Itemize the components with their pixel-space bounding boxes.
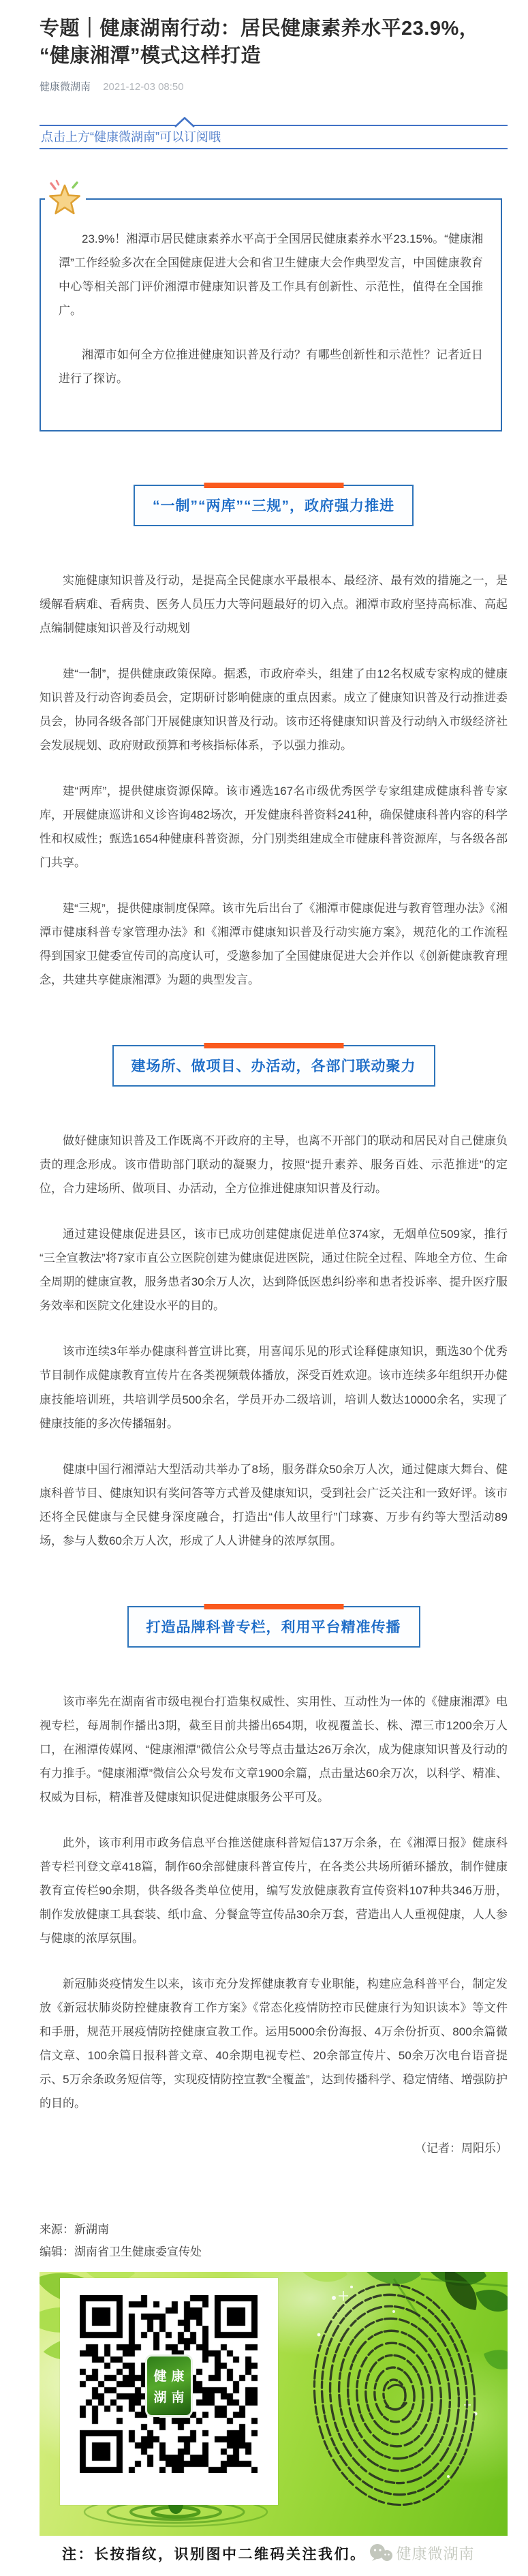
subscribe-tip: 点击上方“健康微湖南”可以订阅哦: [40, 126, 508, 149]
section-heading-2: 建场所、做项目、办活动，各部门联动聚力: [112, 1045, 435, 1087]
reporter-credit: （记者：周阳乐）: [415, 2141, 508, 2155]
source-block: [40, 2218, 508, 2263]
source-line: 来源：新湖南: [40, 2222, 109, 2236]
page-bottom-space: [40, 2571, 508, 2576]
caret-up-icon: [174, 117, 195, 127]
body-paragraph: 此外，该市利用市政务信息平台推送健康科普短信137万余条，在《湘潭日报》健康科普专栏刊登文章418篇，制作60余部健康科普宣传片，在各类公共场所循环播放，制作健康教育宣传栏90余期，供各级各类单位使用，编写发放健康教育宣传资料107种共346万册，制作发放健康工具套装、纸巾盒、分餐盒等宣传品30余万套，营造出人人重视健康，人人参与健康的浓厚氛围。: [40, 1836, 508, 1945]
qr-card: [60, 2278, 278, 2505]
watermark: [368, 2543, 475, 2564]
page-title: 专题｜健康湖南行动：居民健康素养水平23.9%，“健康湘潭”模式这样打造: [40, 18, 480, 67]
account-name-link[interactable]: 健康微湖南: [40, 81, 91, 93]
wechat-icon: [368, 2543, 394, 2564]
follow-us-image[interactable]: [40, 2272, 508, 2571]
lead-paragraph: 湘潭市如何全方位推进健康知识普及行动？有哪些创新性和示范性？记者近日进行了探访。: [59, 348, 483, 386]
qr-center-logo: 健康 湖南: [145, 2354, 193, 2417]
editor-line: 编辑：湖南省卫生健康委宣传处: [40, 2245, 202, 2258]
caption-text: 注：长按指纹，识别图中二维码关注我们。: [62, 2545, 367, 2562]
green-leaf-background: [40, 2272, 508, 2536]
heading-accent-bar: [204, 1043, 343, 1048]
body-paragraph: 该市连续3年举办健康科普宣讲比赛，用喜闻乐见的形式诠释健康知识，甄选30个优秀节目制作成健康教育宣传片在各类视频载体播放，深受百姓欢迎。该市连续多年组织开办健康技能培训班，共培训学员500余名，学员开办二级培训，培训人数达10000余名，实现了健康技能的多次传播辐射。: [40, 1345, 508, 1430]
heading-accent-bar: [204, 1604, 343, 1609]
body-paragraph: 建“两库”，提供健康资源保障。该市遴选167名市级优秀医学专家组建成健康科普专家库，开展健康巡讲和义诊咨询482场次，开发健康科普资料241种，确保健康科普内容的科学性和权威性；甄选1654种健康科普资源，分门别类组建成全市健康科普资源库，与各级各部门共享。: [40, 785, 508, 870]
body-paragraph: 建“三规”，提供健康制度保障。该市先后出台了《湘潭市健康促进与教育管理办法》《湘潭市健康科普专家管理办法》和《湘潭市健康知识普及行动实施方案》，规范化的工作流程得到国家卫健委宣传司的高度认可，受邀参加了全国健康促进大会并作以《创新健康教育理念，共建共享健康湘潭》为题的典型发言。: [40, 902, 508, 987]
watermark-text: 健康微湖南: [396, 2545, 475, 2563]
byline: [40, 79, 508, 93]
section-heading-3: 打造品牌科普专栏，利用平台精准传播: [127, 1606, 420, 1648]
body-paragraph: 通过建设健康促进县区，该市已成功创建健康促进单位374家，无烟单位509家，推行“三全宣教法”将7家市直公立医院创建为健康促进医院，通过住院全过程、阵地全方位、生命全周期的健康宣教，服务患者30余万人次，达到降低医患纠纷率和患者投诉率、提升医疗服务效率和医院文化建设水平的目的。: [40, 1228, 508, 1313]
publish-timestamp: 2021-12-03 08:50: [103, 81, 184, 93]
heading-accent-bar: [204, 483, 343, 488]
body-paragraph: 实施健康知识普及行动，是提高全民健康水平最根本、最经济、最有效的措施之一，是缓解看病难、看病贵、医务人员压力大等问题最好的切入点。湘潭市政府坚持高标准、高起点编制健康知识普及行动规划: [40, 574, 508, 635]
image-caption-strip: [40, 2536, 508, 2571]
body-paragraph: 该市率先在湖南省市级电视台打造集权威性、实用性、互动性为一体的《健康湘潭》电视专栏，每周制作播出3期，截至目前共播出654期，收视覆盖长、株、潭三市1200余万人口，在湘潭传媒网、“健康湘潭”微信公众号等点击量达26万余次，成为健康知识普及行动的有力推手。“健康湘潭”微信公众号发布文章1900余篇，点击量达60余万次，以科学、精准、权威为目标，精准普及健康知识促进健康服务公平可及。: [40, 1695, 508, 1804]
section-heading-1: “一制”“两库”“三规”，政府强力推进: [134, 485, 414, 526]
body-paragraph: 做好健康知识普及工作既离不开政府的主导，也离不开部门的联动和居民对自己健康负责的理念形成。该市借助部门联动的凝聚力，按照“提升素养、服务百姓、示范推进”的定位，合力建场所、做项目、办活动，全方位推进健康知识普及行动。: [40, 1134, 508, 1196]
body-paragraph: 新冠肺炎疫情发生以来，该市充分发挥健康教育专业职能，构建应急科普平台，制定发放《新冠状肺炎防控健康教育工作方案》《常态化疫情防控市民健康行为知识读本》等文件和手册，规范开展疫情防控健康宣教工作。运用5000余份海报、4万余份折页、800余篇微信文章、100余篇日报科普文章、40余期电视专栏、20余部宣传片、50余万次电台语音提示、5万余条政务短信等，实现疫情防控宣教“全覆盖”，达到传播科学、稳定情绪、增强防护的目的。: [40, 1977, 508, 2110]
body-paragraph: 建“一制”，提供健康政策保障。据悉，市政府牵头，组建了由12名权威专家构成的健康知识普及行动咨询委员会，定期研讨影响健康的重点因素。成立了健康知识普及行动推进委员会，协同各级各部门开展健康知识普及行动。该市还将健康知识普及行动纳入市级经济社会发展规划、政府财政预算和考核指标体系，予以强力推动。: [40, 667, 508, 753]
divider-line: [40, 125, 508, 126]
lead-paragraph: 23.9%！湘潭市居民健康素养水平高于全国居民健康素养水平23.15%。“健康湘潭”工作经验多次在全国健康促进大会和省卫生健康大会作典型发言，中国健康教育中心等相关部门评价湘潭市健康知识普及工作具有创新性、示范性，值得在全国推广。: [59, 232, 483, 318]
subscribe-banner: [40, 125, 508, 149]
body-paragraph: 健康中国行湘潭站大型活动共举办了8场，服务群众50余万人次，通过健康大舞台、健康科普节目、健康知识有奖问答等方式普及健康知识，受到社会广泛关注和一致好评。该市还将全民健康与全民健身深度融合，打造出“伟人故里行”门球赛、万步有约等大型活动89场，参与人数60余万人次，形成了人人讲健身的浓厚氛围。: [40, 1462, 508, 1547]
star-sparkle-icon: [45, 179, 86, 219]
lead-quote-box: [40, 198, 502, 431]
